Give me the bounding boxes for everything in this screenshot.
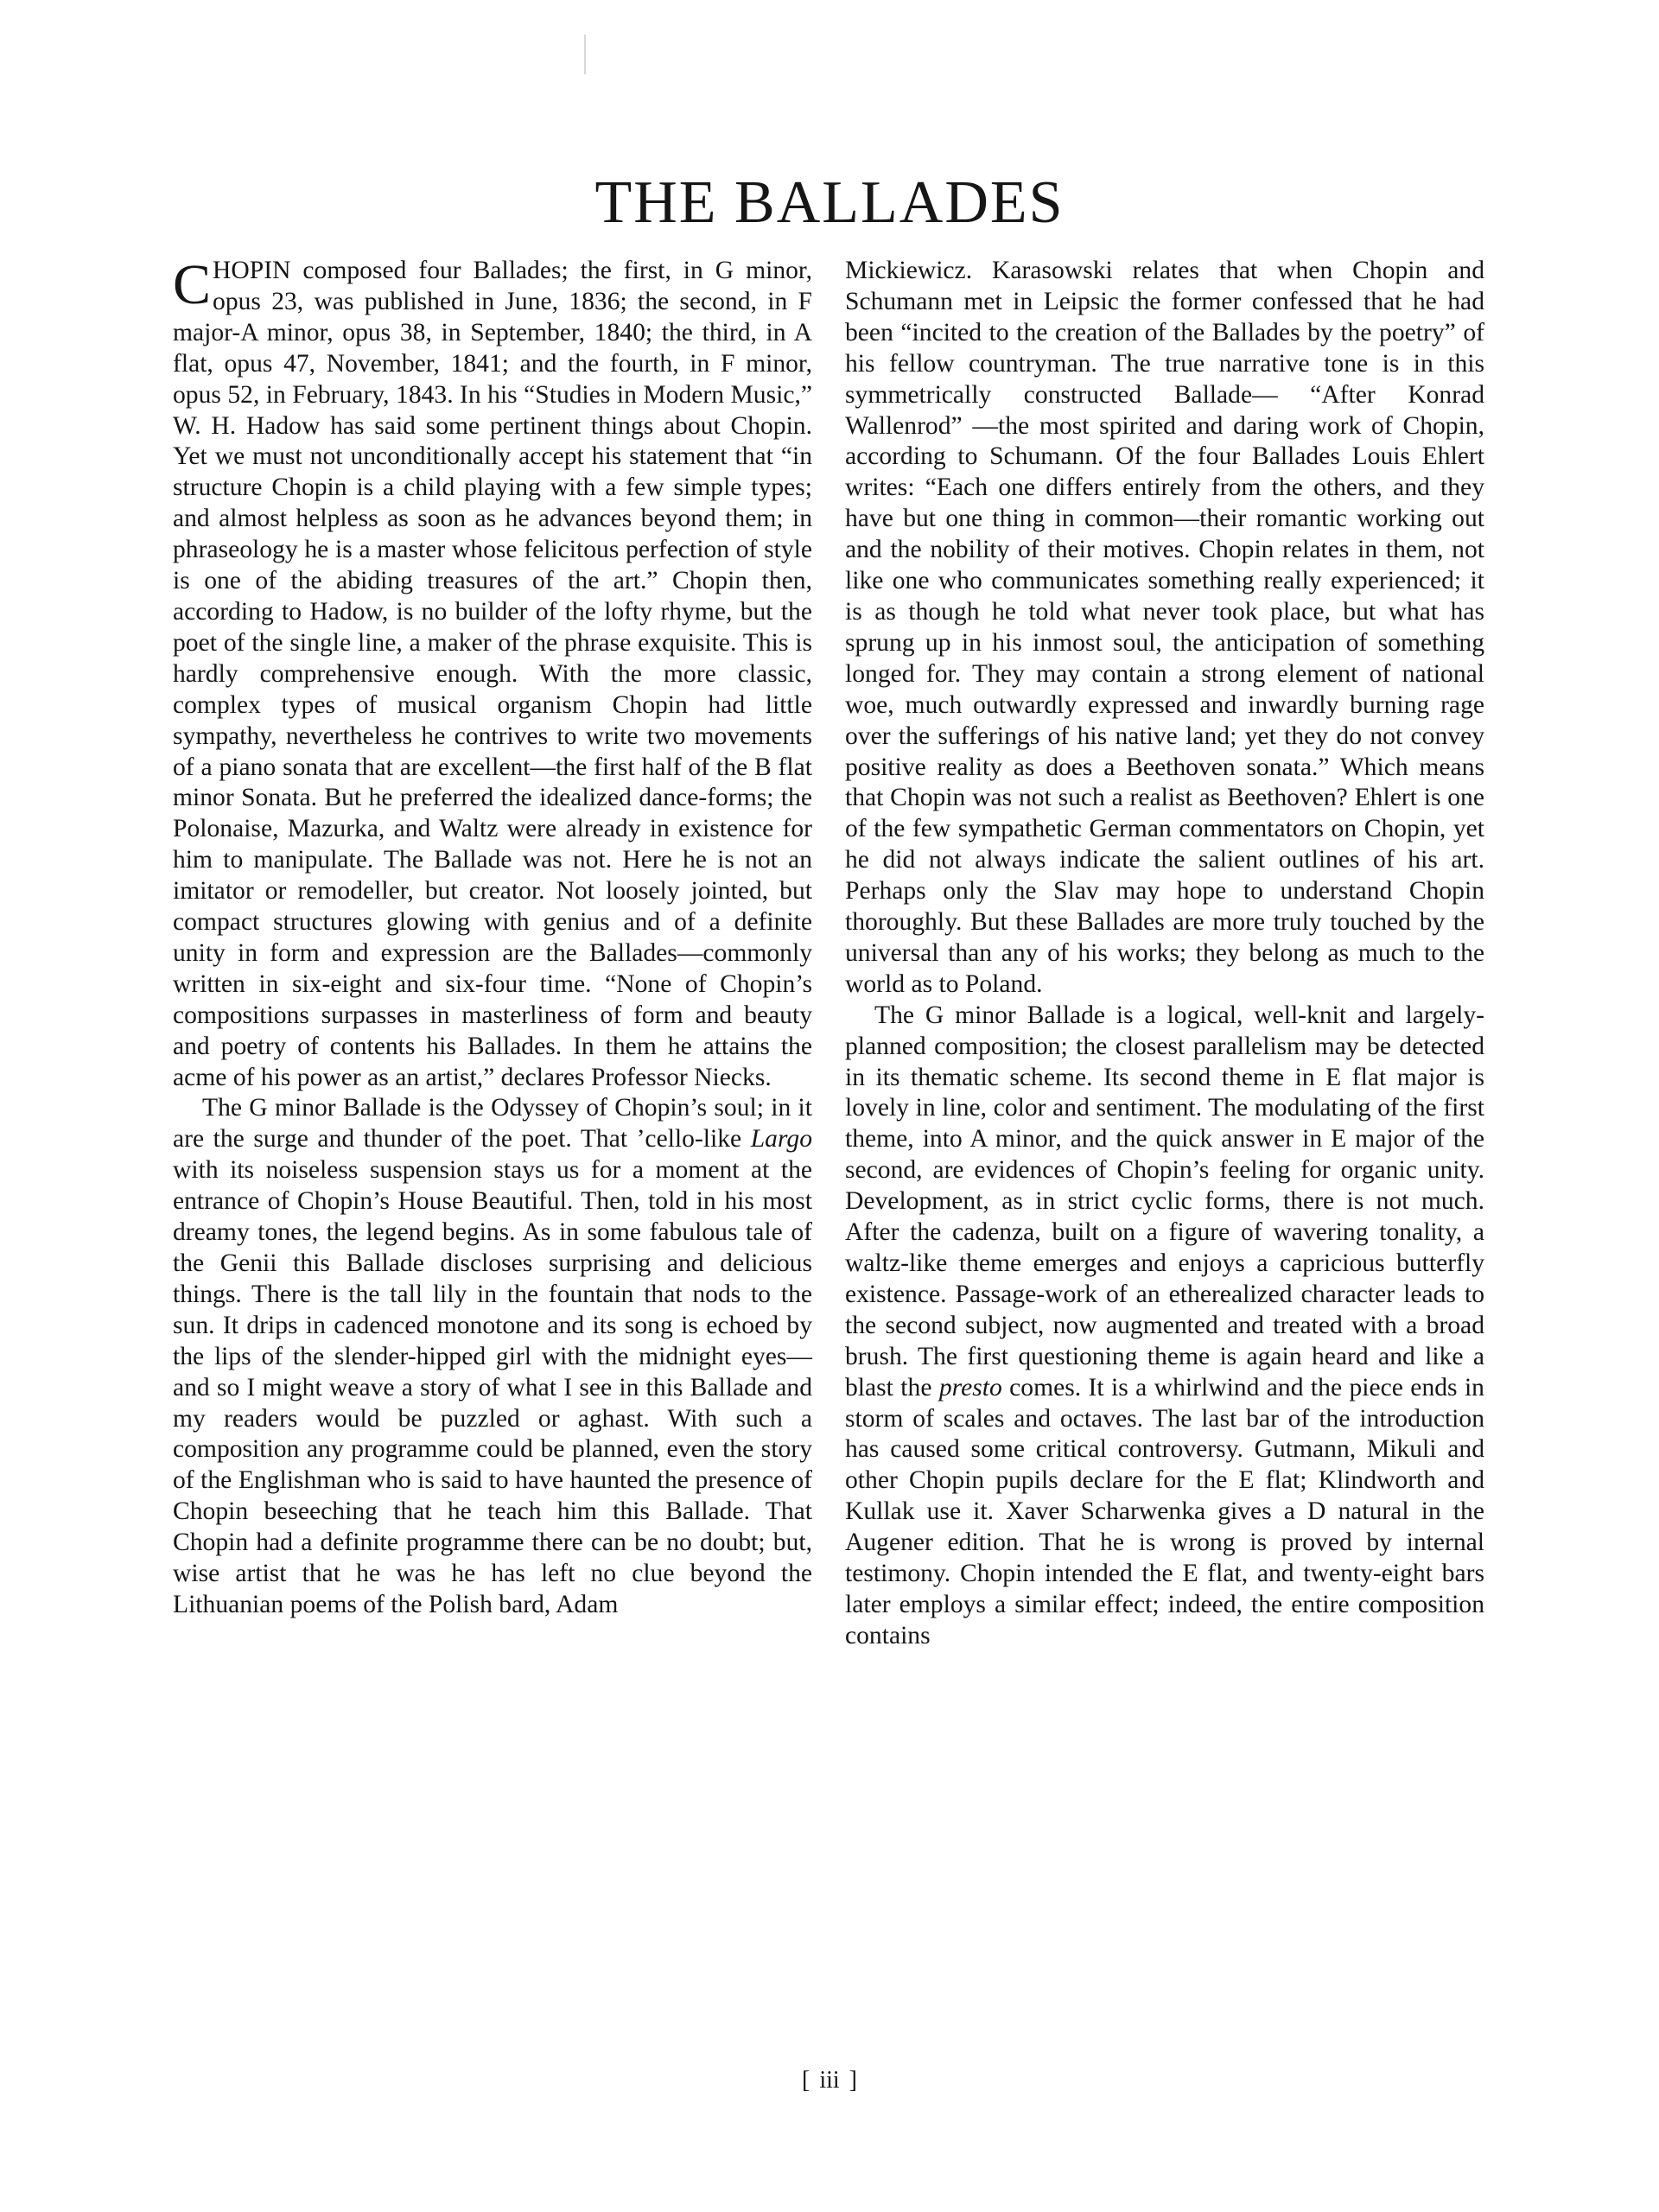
paragraph: [173, 1093, 812, 1620]
italic-term: presto: [938, 1373, 1002, 1402]
paragraph-text: The G minor Ballade is the Odyssey of Chopin’s soul; in it are the surge and thunder of the poet. That ’cello-like: [173, 1094, 812, 1154]
right-column: [845, 256, 1484, 1652]
drop-cap: C: [173, 253, 212, 316]
page-title: THE BALLADES: [594, 169, 1065, 236]
paragraph-text: HOPIN composed four Ballades; the first, in G minor, opus 23, was published in June, 1836; the second, in F major-A minor, opus 38, in September, 1840; the third, in A flat, opus 47, November, 1841; and the fourth, in F minor, opus 52, in February, 1843. In his “Studies in Modern Music,” W. H. Hadow has said some pertinent things about Chopin. Yet we must not unconditionally accept his statement that “in structure Chopin is a child playing with a few simple types; and almost helpless as soon as he advances beyond them; in phraseology he is a master whose felicitous perfection of style is one of the abiding treasures of the art.” Chopin then, according to Hadow, is no builder of the lofty rhyme, but the poet of the single line, a maker of the phrase exquisite. This is hardly comprehensive enough. With the more classic, complex types of musical organism Chopin had little sympathy, nevertheless he contrives to write two movements of a piano sonata that are excellent—the first half of the B flat minor Sonata. But he preferred the idealized dance-forms; the Polonaise, Mazurka, and Waltz were already in existence for him to manipulate. The Ballade was not. Here he is not an imitator or remodeller, but creator. Not loosely jointed, but compact structures glowing with genius and of a definite unity in form and expression are the Ballades—commonly written in six-eight and six-four time. “None of Chopin’s compositions surpasses in masterliness of form and beauty and poetry of contents his Ballades. In them he attains the acme of his power as an artist,” declares Professor Niecks.: [173, 257, 812, 1091]
left-column: [173, 253, 812, 1621]
paragraph-text: comes. It is a whirlwind and the piece ends in storm of scales and octaves. The last bar of the introduction has caused some critical controversy. Gutmann, Mikuli and other Chopin pupils declare for the E flat; Klindworth and Kullak use it. Xaver Scharwenka gives a D natural in the Augener edition. That he is wrong is proved by internal testimony. Chopin intended the E flat, and twenty-eight bars later employs a similar effect; indeed, the entire composition contains: [845, 1373, 1484, 1649]
page-number: [ iii ]: [802, 2067, 857, 2094]
scan-artifact: [584, 35, 586, 74]
italic-term: Largo: [750, 1125, 812, 1154]
paragraph: [173, 253, 812, 1093]
paragraph-text: Mickiewicz. Karasowski relates that when Chopin and Schumann met in Leipsic the former confessed that he had been “incited to the creation of the Ballades by the poetry” of his fellow countryman. The true narrative tone is in this symmetrically constructed Ballade— “After Konrad Wallenrod” —the most spirited and daring work of Chopin, according to Schumann. Of the four Ballades Louis Ehlert writes: “Each one differs entirely from the others, and they have but one thing in common—their romantic working out and the nobility of their motives. Chopin relates in them, not like one who communicates something really experienced; it is as though he told what never took place, but what has sprung up in his inmost soul, the anticipation of something longed for. They may contain a strong element of national woe, much outwardly expressed and inwardly burning rage over the sufferings of his native land; yet they do not convey positive reality as does a Beethoven sonata.” Which means that Chopin was not such a realist as Beethoven? Ehlert is one of the few sympathetic German commentators on Chopin, yet he did not always indicate the salient outlines of his art. Perhaps only the Slav may hope to understand Chopin thoroughly. But these Ballades are more truly touched by the universal than any of his works; they belong as much to the world as to Poland.: [845, 257, 1484, 998]
paragraph: [845, 1001, 1484, 1652]
paragraph-text: The G minor Ballade is a logical, well-knit and largely-planned composition; the closest parallelism may be detected in its thematic scheme. Its second theme in E flat major is lovely in line, color and sentiment. The modulating of the first theme, into A minor, and the quick answer in E major of the second, are evidences of Chopin’s feeling for organic unity. Development, as in strict cyclic forms, there is not much. After the cadenza, built on a figure of wavering tonality, a waltz-like theme emerges and enjoys a capricious butterfly existence. Passage-work of an etherealized character leads to the second subject, now augmented and treated with a broad brush. The first questioning theme is again heard and like a blast the: [845, 1001, 1484, 1402]
paragraph: [845, 256, 1484, 1001]
paragraph-text: with its noiseless suspension stays us for a moment at the entrance of Chopin’s House Beautiful. Then, told in his most dreamy tones, the legend begins. As in some fabulous tale of the Genii this Ballade discloses surprising and delicious things. There is the tall lily in the fountain that nods to the sun. It drips in cadenced monotone and its song is echoed by the lips of the slender-hipped girl with the midnight eyes—and so I might weave a story of what I see in this Ballade and my readers would be puzzled or aghast. With such a composition any programme could be planned, even the story of the Englishman who is said to have haunted the presence of Chopin beseeching that he teach him this Ballade. That Chopin had a definite programme there can be no doubt; but, wise artist that he was he has left no clue beyond the Lithuanian poems of the Polish bard, Adam: [173, 1156, 812, 1618]
